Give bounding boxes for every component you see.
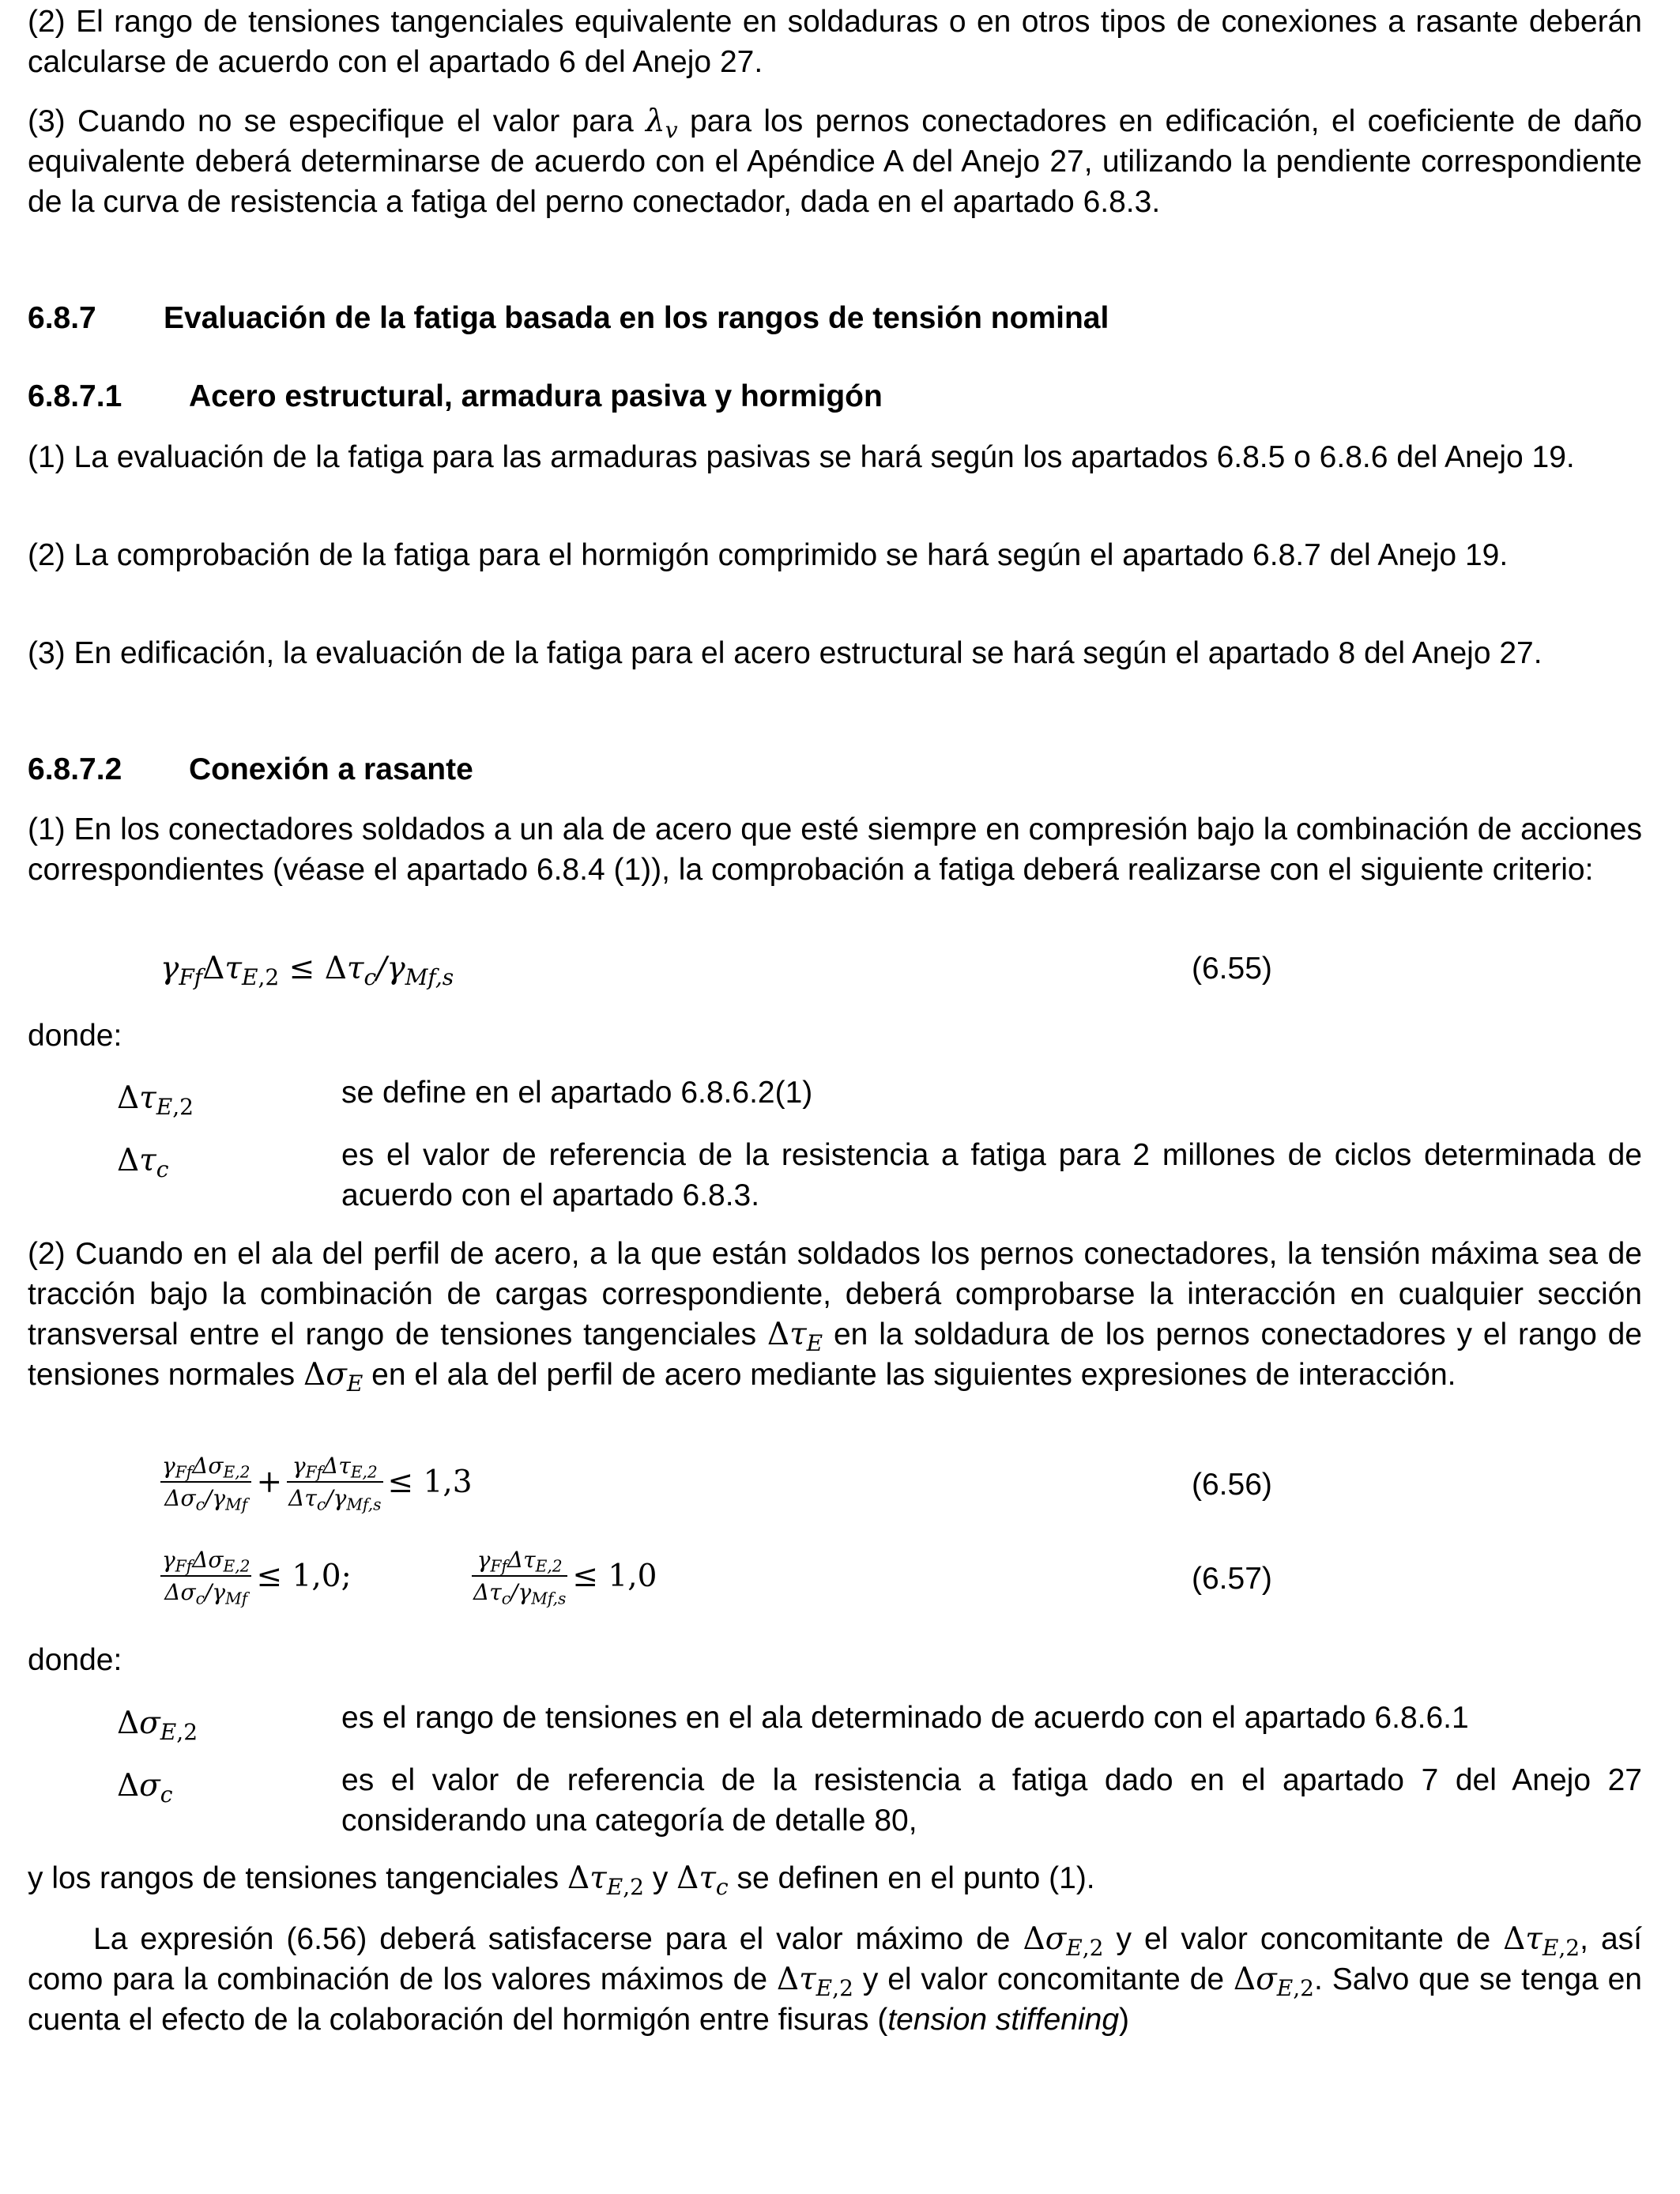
donde-label-2: donde: (28, 1643, 122, 1677)
paragraph-6-8-7-2-item-1: (1) En los conectadores soldados a un ala de acero que esté siempre en compresión bajo la combinación de acciones correspondientes (véase el apartado 6.8.4 (1)), la comprobación a fatiga deberá realizarse con el siguiente criterio: (28, 812, 1642, 887)
paragraph-6-8-7-1-item-1: (1) La evaluación de la fatiga para las armaduras pasivas se hará según los apartados 6.8.5 o 6.8.6 del Anejo 19. (28, 440, 1575, 474)
equation-number-6-55: (6.55) (1192, 952, 1272, 986)
definition-delta-tau-e2: se define en el apartado 6.8.6.2(1) (341, 1076, 813, 1110)
definition-delta-sigma-c: es el valor de referencia de la resistencia a fatiga dado en el apartado 7 del Anejo 27 considerando una categoría de detalle 80, (341, 1763, 1642, 1838)
paragraph-ranges-defined: y los rangos de tensiones tangenciales $\Delta\tau_{E,2}$ y $\Delta\tau_c$ se definen en el punto (1). (28, 1860, 1095, 1900)
equation-6-57-first: $\frac{\gamma_{Ff}\Delta\sigma_{E,2}}{\Delta\sigma_c/\gamma_{Mf}}$ ≤ 1,0; (162, 1547, 352, 1608)
heading-6-8-7-2: 6.8.7.2 Conexión a rasante (28, 752, 473, 786)
heading-6-8-7-1: 6.8.7.1 Acero estructural, armadura pasiva y hormigón (28, 379, 883, 413)
definition-delta-tau-c: es el valor de referencia de la resistencia a fatiga para 2 millones de ciclos determinada de acuerdo con el apartado 6.8.3. (341, 1138, 1642, 1212)
paragraph-3-damage-coefficient: (3) Cuando no se especifique el valor para $\lambda_v$ para los pernos conectadores en edificación, el coeficiente de daño equivalente deberá determinarse de acuerdo con el Apéndice A del Anejo 27, utilizando la pendiente correspondiente de la curva de resistencia a fatiga del perno conectador, dada en el apartado 6.8.3. (28, 104, 1642, 219)
paragraph-6-8-7-1-item-2: (2) La comprobación de la fatiga para el hormigón comprimido se hará según el apartado 6.8.7 del Anejo 19. (28, 538, 1509, 572)
donde-label-1: donde: (28, 1019, 122, 1053)
symbol-delta-sigma-c: $\Delta\sigma_c$ (117, 1768, 173, 1808)
definition-delta-sigma-e2: es el rango de tensiones en el ala determinado de acuerdo con el apartado 6.8.6.1 (341, 1701, 1469, 1735)
equation-6-56: $\frac{\gamma_{Ff}\Delta\sigma_{E,2}}{\Delta\sigma_c/\gamma_{Mf}}$ + $\frac{\gamma_{Ff}\Delta\tau_{E,2}}{\Delta\tau_c/\gamma_{Mf,s}}$ ≤ 1,3 (162, 1453, 473, 1514)
equation-6-55: $\gamma_{Ff}\Delta\tau_{E,2} \le \Delta\tau_c/\gamma_{Mf,s}$ (160, 951, 454, 990)
paragraph-6-8-7-2-item-2: (2) Cuando en el ala del perfil de acero, a la que están soldados los pernos conectadores, la tensión máxima sea de tracción bajo la combinación de cargas correspondiente, deberá comprobarse la interacción en cualquier sección transversal entre el rango de tensiones tangenciales $\Delta\tau_E$ en la soldadura de los pernos conectadores y el rango de tensiones normales $\Delta\sigma_E$ en el ala del perfil de acero mediante las siguientes expresiones de interacción. (28, 1237, 1642, 1397)
symbol-delta-sigma-e2: $\Delta\sigma_{E,2}$ (117, 1706, 198, 1745)
symbol-delta-tau-c: $\Delta\tau_c$ (117, 1143, 169, 1182)
paragraph-expression-6-56: La expresión (6.56) deberá satisfacerse para el valor máximo de $\Delta\sigma_{E,2}$ y el valor concomitante de $\Delta\tau_{E,2}$, así como para la combinación de los valores máximos de $\Delta\tau_{E,2}$ y el valor concomitante de $\Delta\sigma_{E,2}$. Salvo que se tenga en cuenta el efecto de la colaboración del hormigón entre fisuras (tension stiffening) (28, 1921, 1643, 2037)
equation-number-6-57: (6.57) (1192, 1562, 1272, 1596)
equation-6-57-second: $\frac{\gamma_{Ff}\Delta\tau_{E,2}}{\Delta\tau_c/\gamma_{Mf,s}}$ ≤ 1,0 (473, 1547, 657, 1608)
equation-number-6-56: (6.56) (1192, 1468, 1272, 1502)
paragraph-2-equivalent-range: (2) El rango de tensiones tangenciales equivalente en soldaduras o en otros tipos de conexiones a rasante deberán calcularse de acuerdo con el apartado 6 del Anejo 27. (28, 5, 1642, 79)
heading-6-8-7: 6.8.7 Evaluación de la fatiga basada en los rangos de tensión nominal (28, 301, 1109, 335)
paragraph-6-8-7-1-item-3: (3) En edificación, la evaluación de la fatiga para el acero estructural se hará según el apartado 8 del Anejo 27. (28, 636, 1543, 670)
symbol-delta-tau-e2: $\Delta\tau_{E,2}$ (117, 1080, 194, 1120)
